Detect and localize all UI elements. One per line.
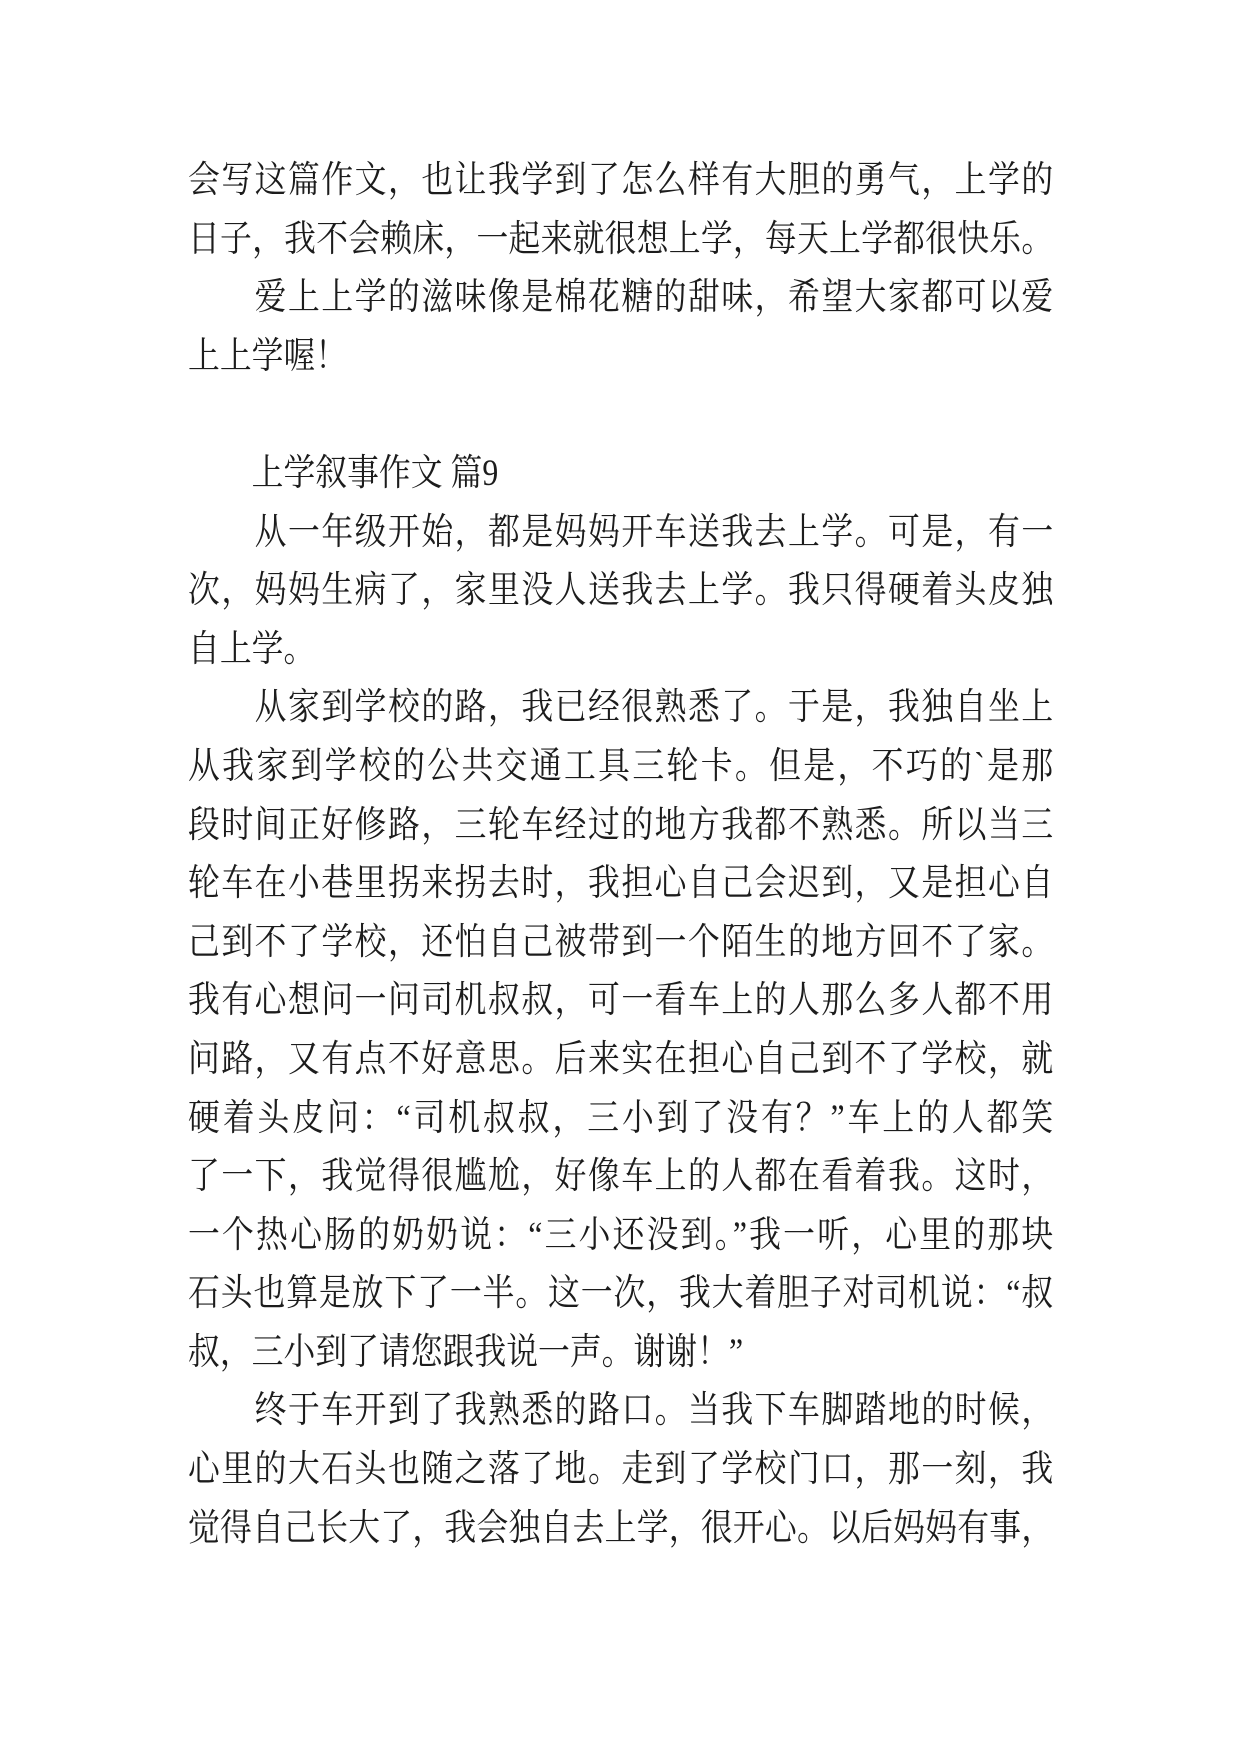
document-line: 石头也算是放下了一半。这一次，我大着胆子对司机说：“叔 <box>188 1273 1054 1315</box>
document-line: 了一下，我觉得很尴尬，好像车上的人都在看着我。这时， <box>188 1156 1054 1198</box>
essay-body <box>188 152 1194 1558</box>
document-line: 日子，我不会赖床，一起来就很想上学，每天上学都很快乐。 <box>188 218 1054 260</box>
document-line: 上学叙事作文 篇9 <box>188 452 499 494</box>
document-line: 从一年级开始，都是妈妈开车送我去上学。可是，有一 <box>188 511 1054 553</box>
document-line: 会写这篇作文，也让我学到了怎么样有大胆的勇气，上学的 <box>188 160 1054 201</box>
document-line: 段时间正好修路，三轮车经过的地方我都不熟悉。所以当三 <box>188 804 1054 846</box>
document-line: 从我家到学校的公共交通工具三轮卡。但是，不巧的`是那 <box>188 745 1054 787</box>
document-line: 次，妈妈生病了，家里没人送我去上学。我只得硬着头皮独 <box>188 570 1054 612</box>
document-line: 从家到学校的路，我已经很熟悉了。于是，我独自坐上 <box>188 687 1054 729</box>
document-line: 自上学。 <box>188 628 316 670</box>
document-line <box>188 386 1053 445</box>
document-line: 终于车开到了我熟悉的路口。当我下车脚踏地的时候， <box>188 1390 1054 1432</box>
document-line: 心里的大石头也随之落了地。走到了学校门口，那一刻，我 <box>188 1449 1054 1491</box>
document-line: 问路，又有点不好意思。后来实在担心自己到不了学校，就 <box>188 1038 1054 1080</box>
document-line: 一个热心肠的奶奶说：“三小还没到。”我一听，心里的那块 <box>188 1214 1054 1256</box>
document-line: 己到不了学校，还怕自己被带到一个陌生的地方回不了家。 <box>188 921 1054 963</box>
document-line: 觉得自己长大了，我会独自去上学，很开心。以后妈妈有事， <box>188 1507 1054 1549</box>
document-line: 叔，三小到了请您跟我说一声。谢谢！” <box>188 1331 744 1373</box>
document-line: 轮车在小巷里拐来拐去时，我担心自己会迟到，又是担心自 <box>188 863 1054 905</box>
document-line: 上上学喔！ <box>188 335 348 377</box>
document-line: 爱上上学的滋味像是棉花糖的甜味，希望大家都可以爱 <box>188 277 1054 319</box>
document-line: 我有心想问一问司机叔叔，可一看车上的人那么多人都不用 <box>188 980 1054 1022</box>
document-line: 硬着头皮问：“司机叔叔，三小到了没有？”车上的人都笑 <box>188 1097 1054 1139</box>
